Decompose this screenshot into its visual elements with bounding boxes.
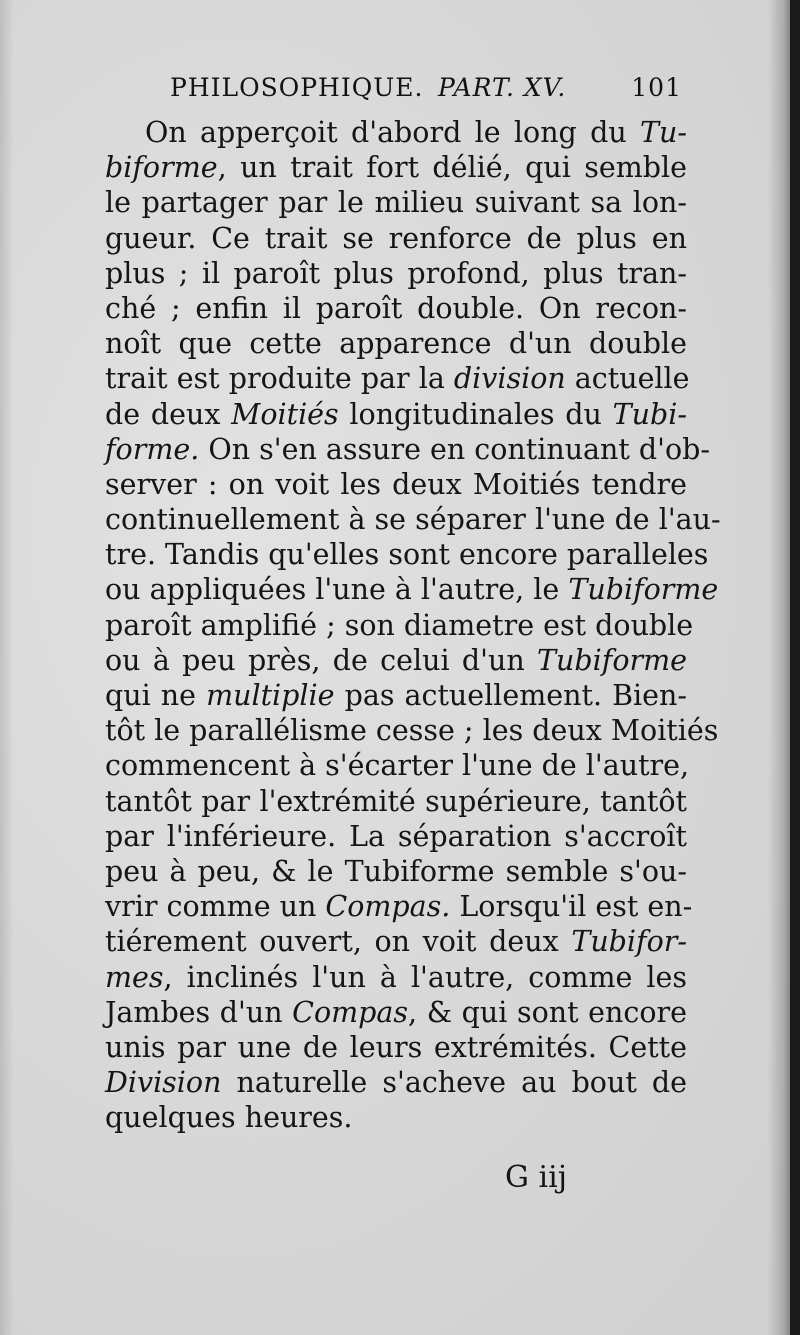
- text-run: ché ; enfin il paroît double. On recon-: [105, 291, 687, 325]
- italic-term: Compas: [292, 995, 409, 1029]
- text-line: [105, 748, 690, 783]
- text-run: , un trait fort délié, qui semble: [217, 151, 687, 185]
- italic-term: division: [453, 362, 566, 396]
- body-paragraph: [105, 115, 721, 1135]
- text-line: [105, 432, 711, 467]
- running-header: [170, 73, 690, 109]
- text-line: [105, 185, 687, 220]
- text-line: [105, 256, 687, 291]
- text-run: server : on voit les deux Moitiés tendre: [105, 467, 687, 501]
- text-line: [105, 361, 690, 396]
- text-run: plus ; il paroît plus profond, plus tran-: [105, 256, 687, 290]
- text-line: [105, 784, 687, 819]
- text-run: paroît amplifié ; son diametre est double: [105, 608, 694, 642]
- text-line: [105, 150, 687, 185]
- text-line: [105, 467, 687, 502]
- text-line: [105, 713, 719, 748]
- text-line: [105, 678, 687, 713]
- text-run: par l'inférieure. La séparation s'accroît: [105, 819, 687, 853]
- italic-term: Tubi-: [612, 397, 687, 431]
- page-number: 101: [631, 73, 682, 102]
- text-run: , inclinés l'un à l'autre, comme les: [163, 960, 687, 994]
- italic-term: Tubiforme: [568, 573, 719, 607]
- italic-term: Tu-: [640, 116, 687, 149]
- text-line: [105, 995, 687, 1030]
- text-run: quelques heures.: [105, 1101, 353, 1135]
- italic-term: Compas.: [325, 890, 451, 924]
- text-run: le partager par le milieu suivant sa lon-: [105, 186, 687, 220]
- text-line: [105, 502, 721, 537]
- text-run: actuelle: [565, 362, 690, 396]
- text-line: [105, 608, 694, 643]
- text-line: [105, 1065, 687, 1100]
- text-run: longitudinales du: [338, 397, 613, 431]
- text-run: commencent à s'écarter l'une de l'autre,: [105, 749, 690, 783]
- text-run: tôt le parallélisme cesse ; les deux Moitiés: [105, 714, 719, 748]
- text-run: vrir comme un: [105, 890, 326, 924]
- italic-term: forme.: [105, 432, 200, 466]
- text-run: de deux: [105, 397, 232, 431]
- italic-term: mes: [105, 960, 164, 994]
- page-gutter-shadow: [768, 0, 790, 1335]
- text-run: continuellement à se séparer l'une de l'au-: [105, 503, 721, 537]
- text-run: On s'en assure en continuant d'ob-: [199, 432, 711, 466]
- text-line: [105, 889, 693, 924]
- page-left-shadow: [0, 0, 14, 1335]
- text-run: tiérement ouvert, on voit deux: [105, 925, 572, 959]
- text-line: [105, 115, 687, 150]
- italic-term: biforme: [105, 151, 218, 185]
- text-run: noît que cette apparence d'un double: [105, 327, 687, 361]
- text-run: naturelle s'acheve au bout de: [221, 1066, 687, 1100]
- text-run: peu à peu, & le Tubiforme semble s'ou-: [105, 854, 687, 888]
- text-line: [105, 221, 687, 256]
- italic-term: Moitiés: [231, 397, 339, 431]
- text-line: [105, 1030, 687, 1065]
- text-line: [105, 291, 687, 326]
- running-title: PHILOSOPHIQUE.: [170, 73, 424, 102]
- text-line: [105, 643, 687, 678]
- text-line: [105, 397, 687, 432]
- text-run: qui ne: [105, 679, 207, 712]
- italic-term: multiplie: [206, 679, 335, 712]
- text-line: [105, 572, 719, 607]
- italic-term: Tubiforme: [537, 643, 687, 677]
- text-line: [105, 1100, 687, 1135]
- text-run: Jambes d'un: [105, 995, 293, 1029]
- italic-term: Division: [105, 1066, 222, 1100]
- text-line: [105, 854, 687, 889]
- signature-mark: G iij: [505, 1160, 567, 1195]
- text-run: ou à peu près, de celui d'un: [105, 643, 538, 677]
- italic-term: Tubifor-: [571, 925, 687, 959]
- text-run: On apperçoit d'abord le long du: [145, 116, 640, 149]
- text-run: , & qui sont encore: [408, 995, 687, 1029]
- text-run: trait est produite par la: [105, 362, 454, 396]
- text-run: tre. Tandis qu'elles sont encore paralleles: [105, 538, 709, 572]
- text-run: ou appliquées l'une à l'autre, le: [105, 573, 569, 607]
- text-run: tantôt par l'extrémité supérieure, tantôt: [105, 784, 687, 818]
- text-run: unis par une de leurs extrémités. Cette: [105, 1030, 687, 1064]
- text-line: [105, 537, 709, 572]
- text-line: [105, 960, 687, 995]
- text-run: pas actuellement. Bien-: [334, 679, 687, 712]
- text-line: [105, 326, 687, 361]
- part-number: PART. XV.: [438, 73, 567, 102]
- text-run: Lorsqu'il est en-: [450, 890, 693, 924]
- text-run: gueur. Ce trait se renforce de plus en: [105, 221, 687, 255]
- text-line: [105, 819, 687, 854]
- text-line: [105, 924, 687, 959]
